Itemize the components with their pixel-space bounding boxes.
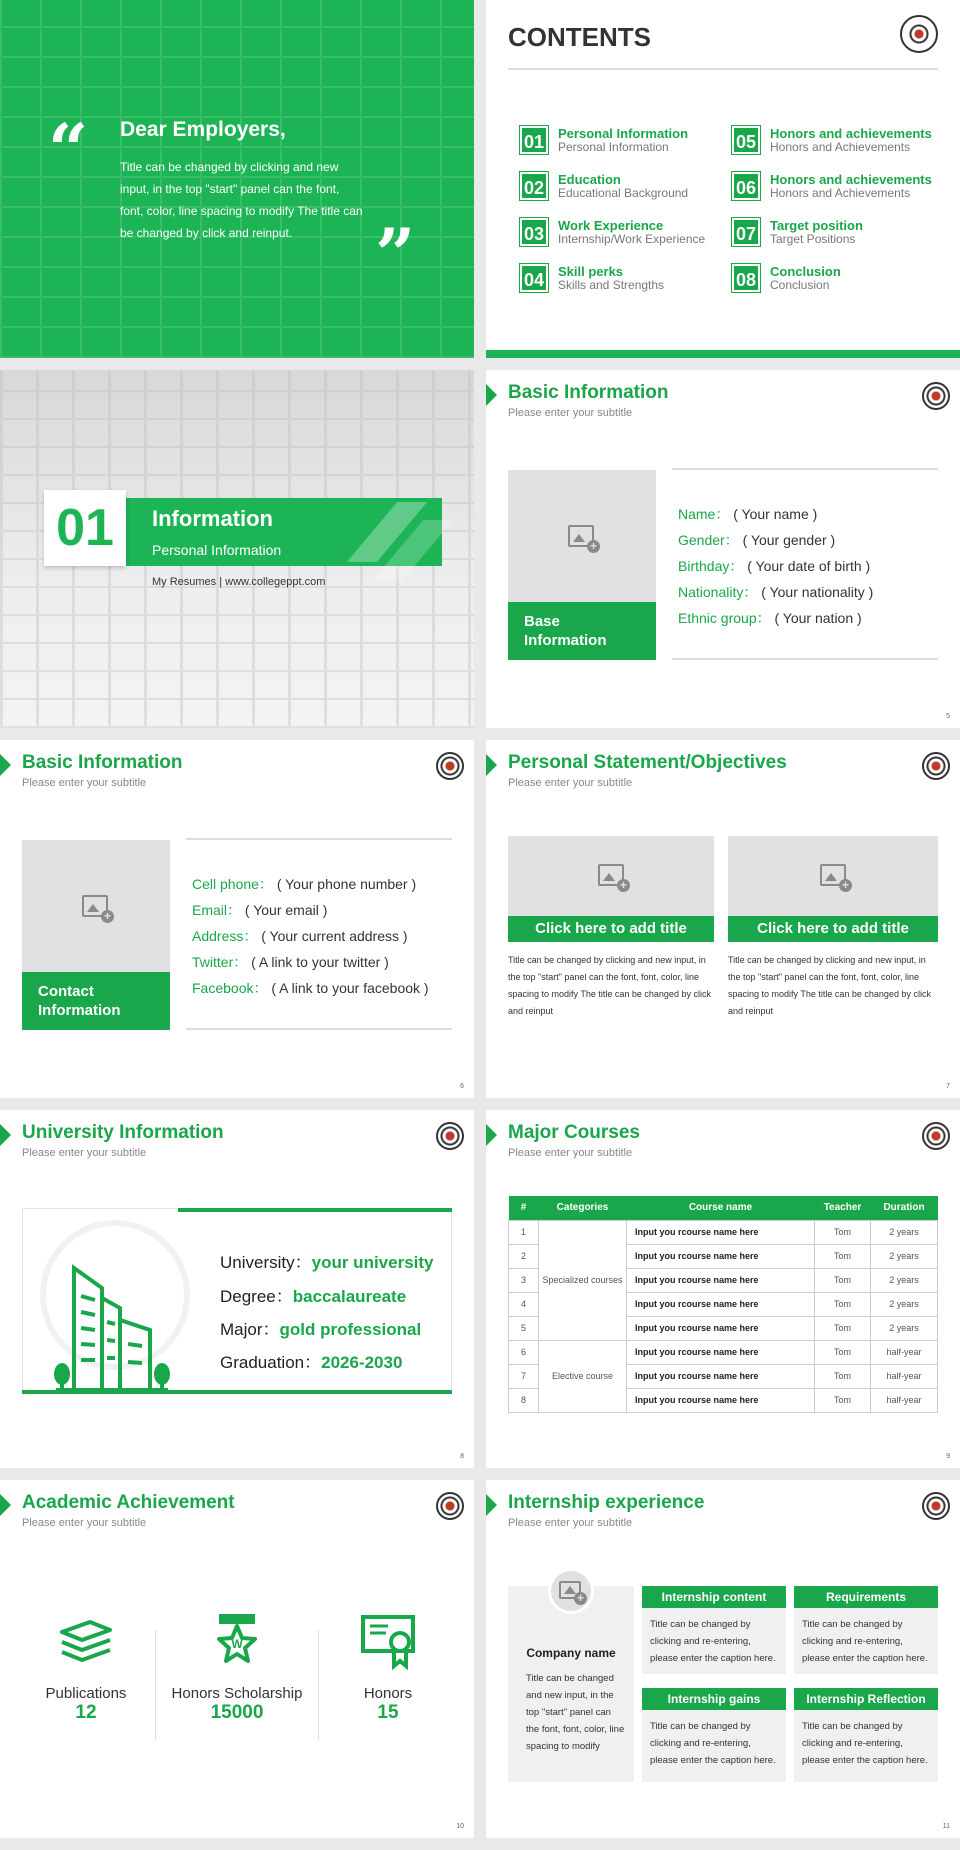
slide-contact-information[interactable] [0, 740, 474, 1098]
section-url: My Resumes | www.collegeppt.com [152, 576, 326, 588]
box-text: Title can be changed by clicking and re-entering, please enter the caption here. [802, 1721, 928, 1766]
page-number: 8 [460, 1453, 464, 1460]
item-subtitle: Educational Background [558, 186, 689, 200]
table-row: 7 Input you rcourse name here Tom half-year [509, 1364, 938, 1388]
contents-item[interactable] [520, 264, 720, 300]
table-row: 4 Input you rcourse name here Tom 2 years [509, 1292, 938, 1316]
table-row: 5 Input you rcourse name here Tom 2 years [509, 1316, 938, 1340]
item-number: 01 [520, 126, 548, 154]
college-seal-icon [922, 752, 950, 780]
slide-university-information[interactable] [0, 1110, 474, 1468]
slide-title: Basic Information [508, 382, 669, 403]
contents-item[interactable] [732, 264, 932, 300]
contents-item[interactable] [520, 218, 720, 254]
base-info-label: Base Information [508, 602, 656, 660]
achievement-publications: Publications 12 [16, 1618, 156, 1724]
slide-title: University Information [22, 1122, 224, 1143]
item-number: 08 [732, 264, 760, 292]
college-seal-icon [436, 752, 464, 780]
col-header: Teacher [815, 1196, 871, 1220]
image-placeholder-icon [820, 864, 846, 886]
header-arrow-icon [0, 1124, 11, 1146]
item-title: Conclusion [770, 264, 841, 279]
section-title: Information [152, 506, 273, 531]
slide-subtitle: Please enter your subtitle [22, 1517, 147, 1529]
contact-info-label: Contact Information [22, 972, 170, 1030]
item-title: Work Experience [558, 218, 664, 233]
image-placeholder[interactable] [508, 836, 714, 916]
page-number: 6 [460, 1083, 464, 1090]
item-number: 05 [732, 126, 760, 154]
slide-subtitle: Please enter your subtitle [508, 1517, 633, 1529]
slide-subtitle: Please enter your subtitle [22, 777, 147, 789]
table-row: 8 Input you rcourse name here Tom half-year [509, 1388, 938, 1412]
table-header-row [509, 1196, 938, 1220]
certificate-icon [360, 1614, 416, 1670]
col-header: # [509, 1196, 539, 1220]
image-placeholder-icon [82, 895, 108, 917]
col-header: Categories [539, 1196, 627, 1220]
building-icon [52, 1260, 172, 1392]
college-seal-icon [436, 1492, 464, 1520]
university-row: University：your university [220, 1253, 434, 1272]
divider-top [186, 838, 452, 840]
slide-title: Personal Statement/Objectives [508, 752, 787, 773]
box-text: Title can be changed by clicking and re-entering, please enter the caption here. [650, 1619, 776, 1664]
slide-section-01[interactable] [0, 370, 474, 728]
item-title: Education [558, 172, 621, 187]
header-arrow-icon [486, 384, 497, 406]
slide-subtitle: Please enter your subtitle [508, 407, 633, 419]
item-subtitle: Conclusion [770, 278, 830, 292]
item-number: 07 [732, 218, 760, 246]
category-cell: Specialized courses [539, 1220, 627, 1340]
table-row: 3 Input you rcourse name here Tom 2 years [509, 1268, 938, 1292]
contents-item[interactable] [520, 172, 720, 208]
medal-icon [215, 1612, 259, 1670]
header-arrow-icon [486, 754, 497, 776]
item-title: Skill perks [558, 264, 624, 279]
page-number: 7 [946, 1083, 950, 1090]
cover-body: Title can be changed by clicking and new input, in the top "start" panel can the font, font, color, line spacing to modify The title can be changed by click and reinput. [120, 160, 363, 240]
statement-text: Title can be changed by clicking and new input, in the top "start" panel can the font, font, color, line spacing to modify The title can be changed by click and reinput [728, 955, 931, 1016]
close-quote-icon: ” [375, 213, 416, 296]
item-subtitle: Honors and Achievements [770, 186, 911, 200]
item-subtitle: Honors and Achievements [770, 140, 911, 154]
contents-item[interactable] [732, 218, 932, 254]
image-placeholder-icon [598, 864, 624, 886]
books-icon [56, 1618, 116, 1670]
info-row: Address： ( Your current address ) [192, 928, 408, 944]
slide-basic-information[interactable] [486, 370, 960, 728]
slide-title: Academic Achievement [22, 1492, 235, 1513]
card-top-bar [178, 1208, 452, 1212]
item-subtitle: Internship/Work Experience [558, 232, 706, 246]
item-title: Honors and achievements [770, 126, 932, 141]
box-header: Internship gains [642, 1688, 786, 1710]
slide-title: Major Courses [508, 1122, 640, 1143]
slide-subtitle: Please enter your subtitle [22, 1147, 147, 1159]
company-name: Company name [526, 1646, 616, 1660]
open-quote-icon: “ [48, 108, 89, 191]
section-number: 01 [44, 490, 126, 566]
page-number: 9 [946, 1453, 950, 1460]
box-header: Internship content [642, 1586, 786, 1608]
slide-title: Internship experience [508, 1492, 705, 1513]
box-text: Title can be changed by clicking and re-entering, please enter the caption here. [802, 1619, 928, 1664]
info-row: Email： ( Your email ) [192, 902, 328, 918]
major-row: Major：gold professional [220, 1320, 422, 1339]
section-subtitle: Personal Information [152, 542, 282, 558]
company-logo-placeholder[interactable] [548, 1568, 594, 1614]
info-row: Ethnic group： ( Your nation ) [678, 610, 862, 626]
item-number: 04 [520, 264, 548, 292]
contents-item[interactable] [520, 126, 720, 162]
category-cell: Elective course [539, 1340, 627, 1412]
col-header: Duration [871, 1196, 938, 1220]
svg-text:W: W [231, 1637, 243, 1651]
info-row: Cell phone： ( Your phone number ) [192, 876, 417, 892]
header-arrow-icon [0, 1494, 11, 1516]
info-row: Name： ( Your name ) [678, 506, 818, 522]
college-seal-icon [922, 1122, 950, 1150]
achievement-scholarship: W Honors Scholarship 15000 [167, 1612, 307, 1724]
info-row: Facebook： ( A link to your facebook ) [192, 980, 429, 996]
item-number: 02 [520, 172, 548, 200]
slide-internship-experience[interactable] [486, 1480, 960, 1838]
image-placeholder-icon [568, 525, 594, 547]
college-seal-icon [900, 15, 938, 53]
slide-title: Basic Information [22, 752, 183, 773]
contents-bottom-bar [486, 350, 960, 358]
item-subtitle: Personal Information [558, 140, 669, 154]
page-number: 5 [946, 713, 950, 720]
header-arrow-icon [486, 1494, 497, 1516]
slide-cover[interactable] [0, 0, 474, 358]
slide-academic-achievement[interactable] [0, 1480, 474, 1838]
add-title-button[interactable]: Click here to add title [508, 916, 714, 942]
contents-divider [508, 68, 938, 70]
degree-row: Degree：baccalaureate [220, 1287, 407, 1306]
contents-item[interactable] [732, 172, 932, 208]
divider-bottom [672, 658, 938, 660]
box-header: Internship Reflection [794, 1688, 938, 1710]
slide-contents[interactable] [486, 0, 960, 358]
slide-major-courses[interactable] [486, 1110, 960, 1468]
statement-text: Title can be changed by clicking and new input, in the top "start" panel can the font, font, color, line spacing to modify The title can be changed by click and reinput [508, 955, 711, 1016]
courses-table [508, 1196, 938, 1413]
box-text: Title can be changed by clicking and re-entering, please enter the caption here. [650, 1721, 776, 1766]
table-row: 2 Input you rcourse name here Tom 2 years [509, 1244, 938, 1268]
company-text: Title can be changed and new input, in the top "start" panel can the font, font, color, line spacing to modify [526, 1673, 625, 1752]
divider-top [672, 468, 938, 470]
divider-bottom [186, 1028, 452, 1030]
item-number: 03 [520, 218, 548, 246]
item-subtitle: Target Positions [770, 232, 856, 246]
slide-subtitle: Please enter your subtitle [508, 1147, 633, 1159]
page-number: 11 [942, 1823, 950, 1830]
item-subtitle: Skills and Strengths [558, 278, 665, 292]
col-header: Course name [627, 1196, 815, 1220]
page-number: 10 [456, 1823, 464, 1830]
info-row: Gender： ( Your gender ) [678, 532, 836, 548]
image-placeholder[interactable] [728, 836, 938, 916]
slide-personal-statement[interactable] [486, 740, 960, 1098]
college-seal-icon [436, 1122, 464, 1150]
college-seal-icon [922, 382, 950, 410]
achievement-honors: Honors 15 [318, 1614, 458, 1724]
image-placeholder-icon [559, 1581, 581, 1599]
item-number: 06 [732, 172, 760, 200]
add-title-button[interactable]: Click here to add title [728, 916, 938, 942]
slide-subtitle: Please enter your subtitle [508, 777, 633, 789]
graduation-row: Graduation：2026-2030 [220, 1353, 403, 1372]
item-title: Personal Information [558, 126, 689, 141]
info-row: Nationality： ( Your nationality ) [678, 584, 874, 600]
table-row: 1 Specialized courses Input you rcourse name here Tom 2 years [509, 1220, 938, 1244]
header-arrow-icon [0, 754, 11, 776]
header-arrow-icon [486, 1124, 497, 1146]
box-header: Requirements [794, 1586, 938, 1608]
contents-title: CONTENTS [508, 22, 651, 52]
college-seal-icon [922, 1492, 950, 1520]
info-row: Twitter： ( A link to your twitter ) [192, 954, 389, 970]
info-row: Birthday： ( Your date of birth ) [678, 558, 871, 574]
contents-item[interactable] [732, 126, 932, 162]
cover-title: Dear Employers, [120, 118, 286, 141]
table-row: 6 Elective course Input you rcourse name here Tom half-year [509, 1340, 938, 1364]
item-title: Target position [770, 218, 863, 233]
item-title: Honors and achievements [770, 172, 932, 187]
